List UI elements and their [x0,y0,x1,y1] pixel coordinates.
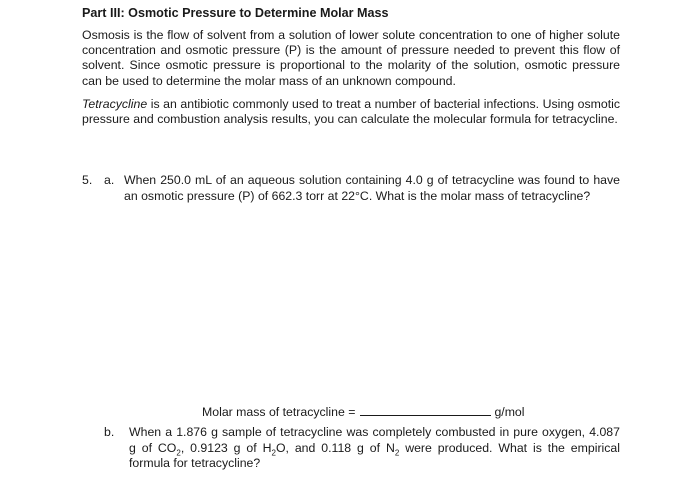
co2-subscript: 2 [176,447,181,457]
part-b-question-text [129,425,620,472]
question-number: 5. [82,173,93,187]
answer-unit: g/mol [494,405,525,419]
part-a-letter: a. [104,173,115,187]
part-b-letter: b. [104,425,115,439]
tetracycline-paragraph-text: is an antibiotic commonly used to treat a number of bacterial infections. Using osmotic pressure and combustion analysis results, you can calculate the molecular formula for tetracycline. [82,97,620,127]
section-heading: Part III: Osmotic Pressure to Determine Molar Mass [82,6,389,20]
n2-subscript: 2 [394,447,400,457]
part-b-text-4: were produced. What is the empirical formula for tetracycline? [129,440,620,470]
osmosis-intro-paragraph: Osmosis is the flow of solvent from a solution of lower solute concentration to one of higher solute concentration and osmotic pressure (P) is the amount of pressure needed to prevent this flow of solvent. Since osmotic pressure is proportional to the molarity of the solution, osmotic pressure can be used to determine the molar mass of an unknown compound. [82,28,620,88]
tetracycline-italic-term: Tetracycline [82,97,148,111]
part-b-text-3: O, and 0.118 g of N [275,440,395,455]
tetracycline-paragraph [82,97,620,127]
answer-blank[interactable] [360,403,491,416]
part-b-text-2: , 0.9123 g of H [180,440,272,455]
part-b-text-1: When a 1.876 g sample of tetracycline was completely combusted in pure oxygen, 4.087 g of CO [129,425,620,455]
answer-label: Molar mass of tetracycline = [202,405,356,419]
part-a-question-text: When 250.0 mL of an aqueous solution containing 4.0 g of tetracycline was found to have an osmotic pressure (P) of 662.3 torr at 22°C. What is the molar mass of tetracycline? [124,173,620,203]
h2o-subscript: 2 [271,447,276,457]
molar-mass-answer-line [202,403,525,419]
